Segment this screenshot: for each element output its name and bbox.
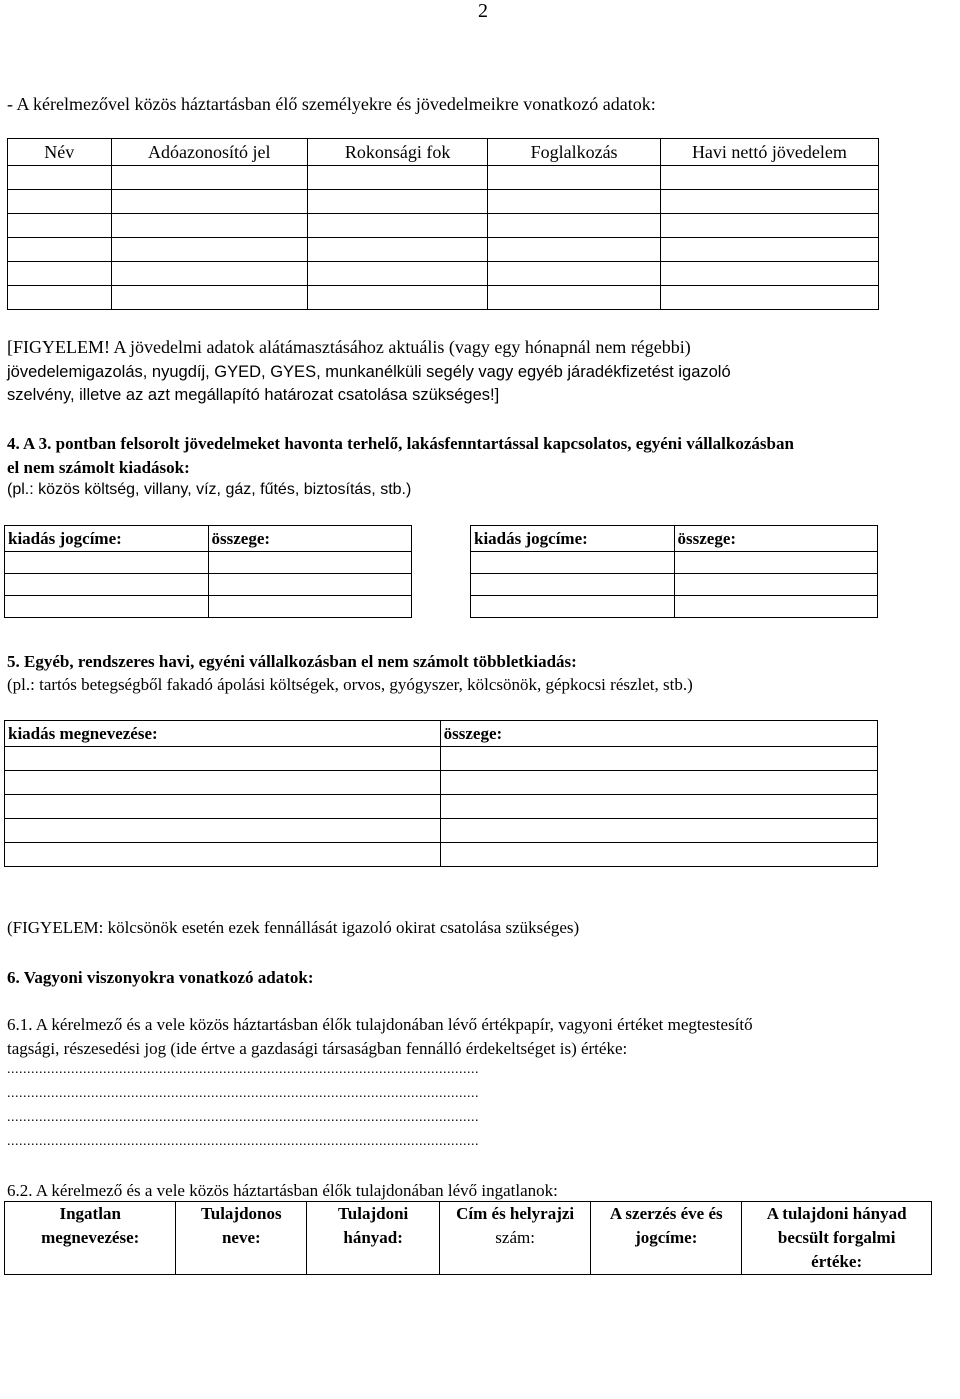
header-expense-name: kiadás megnevezése: [5,721,441,747]
table-row[interactable] [471,552,878,574]
header-property-name [5,1202,176,1275]
table-row[interactable] [5,843,878,867]
cell-input[interactable] [111,238,307,262]
header-occupation: Foglalkozás [488,139,660,166]
section6-2-title: 6.2. A kérelmező és a vele közös háztartásban élők tulajdonában lévő ingatlanok: [7,1181,558,1200]
section6-1-line1: 6.1. A kérelmező és a vele közös háztartásban élők tulajdonában lévő értékpapír, vagyoni értéket megtestesítő [7,1015,753,1034]
household-table [7,138,879,310]
header-tax-id: Adóazonosító jel [111,139,307,166]
cell-input[interactable] [111,214,307,238]
cell-input[interactable] [8,238,112,262]
cell-input[interactable] [440,771,877,795]
cell-input[interactable] [471,552,675,574]
header-line: A szerzés éve és [609,1204,723,1223]
dotted-fill-line[interactable]: ...................................................................................................................... [7,1062,479,1077]
warning2: (FIGYELEM: kölcsönök esetén ezek fennállását igazoló okirat csatolása szükséges) [7,918,580,937]
extra-expense-table [4,720,878,867]
header-relationship: Rokonsági fok [307,139,487,166]
table-row[interactable] [8,214,879,238]
section6-1-line2: tagsági, részesedési jog (ide értve a gazdasági társaságban fennálló érdekeltséget is) értéke: [7,1039,628,1058]
section4-example: (pl.: közös költség, villany, víz, gáz, fűtés, biztosítás, stb.) [7,481,412,498]
cell-input[interactable] [8,286,112,310]
header-address [440,1202,591,1275]
header-amount: összege: [674,526,877,552]
cell-input[interactable] [488,262,660,286]
cell-input[interactable] [660,286,878,310]
cell-input[interactable] [440,747,877,771]
cell-input[interactable] [660,166,878,190]
cell-input[interactable] [660,190,878,214]
cell-input[interactable] [307,166,487,190]
header-expense-title: kiadás jogcíme: [471,526,675,552]
cell-input[interactable] [111,262,307,286]
header-acquisition [591,1202,742,1275]
header-line: A tulajdoni hányad [766,1204,907,1223]
cell-input[interactable] [488,166,660,190]
header-line: értéke: [811,1252,863,1271]
cell-input[interactable] [471,574,675,596]
cell-input[interactable] [674,574,877,596]
cell-input[interactable] [307,238,487,262]
section6-title: 6. Vagyoni viszonyokra vonatkozó adatok: [7,968,314,987]
cell-input[interactable] [8,190,112,214]
cell-input[interactable] [5,819,441,843]
cell-input[interactable] [307,190,487,214]
cell-input[interactable] [488,286,660,310]
cell-input[interactable] [440,843,877,867]
table-row[interactable] [471,574,878,596]
section5-title: 5. Egyéb, rendszeres havi, egyéni vállalkozásban el nem számolt többletkiadás: [7,652,577,671]
property-table [4,1201,932,1275]
table-row[interactable] [8,190,879,214]
header-owner-name [176,1202,307,1275]
cell-input[interactable] [307,214,487,238]
cell-input[interactable] [660,214,878,238]
cell-input[interactable] [5,843,441,867]
header-line: hányad: [343,1228,403,1247]
cell-input[interactable] [8,166,112,190]
cell-input[interactable] [111,190,307,214]
dotted-fill-line[interactable]: ...................................................................................................................... [7,1134,479,1149]
table-row[interactable] [5,771,878,795]
section4-title-line2: el nem számolt kiadások: [7,458,190,477]
table-row[interactable] [8,286,879,310]
cell-input[interactable] [8,262,112,286]
section4-title-line1: 4. A 3. pontban felsorolt jövedelmeket havonta terhelő, lakásfenntartással kapcsolatos, egyéni vállalkozásban [7,434,794,453]
dotted-fill-line[interactable]: ...................................................................................................................... [7,1110,479,1125]
header-line: becsült forgalmi [777,1228,896,1247]
dotted-fill-line[interactable]: ...................................................................................................................... [7,1086,479,1101]
cell-input[interactable] [5,795,441,819]
header-amount: összege: [440,721,877,747]
header-line: szám: [495,1228,535,1247]
cell-input[interactable] [440,795,877,819]
section5-example: (pl.: tartós betegségből fakadó ápolási költségek, orvos, gyógyszer, kölcsönök, gépkocsi részlet, stb.) [7,675,693,694]
warning1-line3: szelvény, illetve az azt megállapító határozat csatolása szükséges!] [7,386,500,404]
header-line: Ingatlan [59,1204,121,1223]
cell-input[interactable] [488,190,660,214]
table-row[interactable] [5,747,878,771]
cell-input[interactable] [5,747,441,771]
table-row[interactable] [5,552,412,574]
page-number: 2 [478,0,488,22]
header-market-value [742,1202,932,1275]
cell-input[interactable] [488,238,660,262]
cell-input[interactable] [660,262,878,286]
cell-input[interactable] [5,771,441,795]
header-amount: összege: [208,526,411,552]
table-row[interactable] [5,596,412,618]
cell-input[interactable] [307,286,487,310]
cell-input[interactable] [208,596,411,618]
header-line: Cím és helyrajzi [456,1204,575,1223]
cell-input[interactable] [674,552,877,574]
cell-input[interactable] [660,238,878,262]
cell-input[interactable] [5,552,209,574]
cell-input[interactable] [111,166,307,190]
cell-input[interactable] [440,819,877,843]
cell-input[interactable] [111,286,307,310]
cell-input[interactable] [471,596,675,618]
table-row[interactable] [8,238,879,262]
cell-input[interactable] [8,214,112,238]
header-line: megnevezése: [41,1228,140,1247]
cell-input[interactable] [488,214,660,238]
header-expense-title: kiadás jogcíme: [5,526,209,552]
table-row[interactable] [5,819,878,843]
table-row[interactable] [8,166,879,190]
table-row[interactable] [5,574,412,596]
header-line: Tulajdonos [200,1204,282,1223]
table-row[interactable] [5,795,878,819]
header-line: Tulajdoni [338,1204,409,1223]
header-name: Név [8,139,112,166]
table-row[interactable] [471,596,878,618]
table-row[interactable] [8,262,879,286]
warning1-line2: jövedelemigazolás, nyugdíj, GYED, GYES, munkanélküli segély vagy egyéb járadékfizetést igazoló [7,363,731,381]
cell-input[interactable] [5,574,209,596]
header-income: Havi nettó jövedelem [660,139,878,166]
cell-input[interactable] [674,596,877,618]
header-ownership-share [307,1202,440,1275]
cell-input[interactable] [307,262,487,286]
cell-input[interactable] [5,596,209,618]
household-section-title: - A kérelmezővel közös háztartásban élő személyekre és jövedelmeikre vonatkozó adatok: [7,94,656,114]
cell-input[interactable] [208,574,411,596]
cell-input[interactable] [208,552,411,574]
warning1-line1: [FIGYELEM! A jövedelmi adatok alátámasztásához aktuális (vagy egy hónapnál nem régebbi) [7,337,691,357]
header-line: neve: [221,1228,261,1247]
header-line: jogcíme: [635,1228,698,1247]
expense-table-right [470,525,878,618]
expense-table-left [4,525,412,618]
